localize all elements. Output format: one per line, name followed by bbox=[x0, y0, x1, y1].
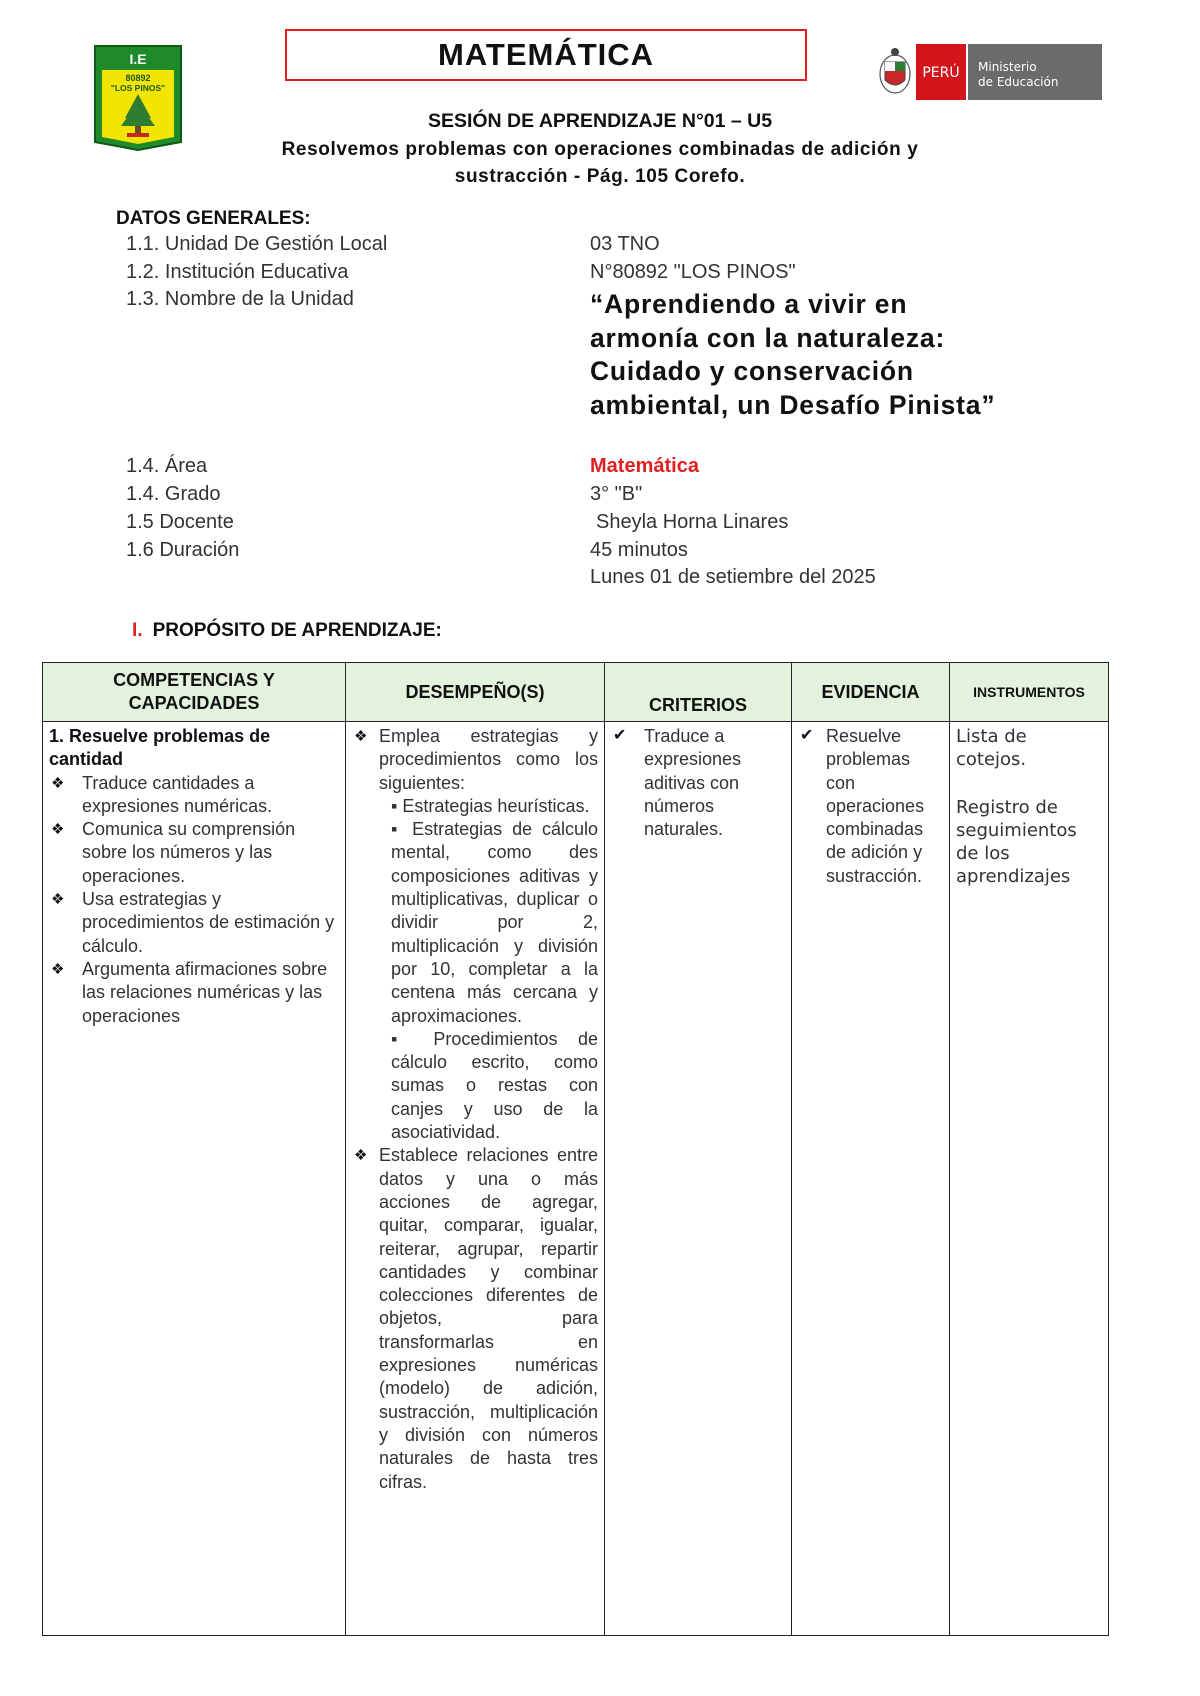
list-item: ❖ Comunica su comprensión sobre los números y las operaciones. bbox=[49, 818, 339, 888]
desempeno-subitem: ▪ Estrategias heurísticas. bbox=[391, 795, 590, 816]
coat-of-arms-icon bbox=[880, 48, 910, 93]
col-header-instrumentos: INSTRUMENTOS bbox=[950, 663, 1109, 722]
desempeno-subitem: ▪ Procedimientos de cálculo escrito, como sumas o restas con canjes y uso de la asociatividad. bbox=[391, 1028, 598, 1143]
peru-label: PERÚ bbox=[922, 65, 960, 81]
dg-label-unidad: 1.3. Nombre de la Unidad bbox=[126, 288, 354, 310]
school-logo-name: "LOS PINOS" bbox=[110, 83, 166, 93]
purpose-table bbox=[42, 662, 1109, 1636]
purpose-number: I. bbox=[132, 620, 143, 641]
instrumento-1: Lista de cotejos. bbox=[956, 726, 1027, 771]
dg-label-area: 1.4. Área bbox=[126, 455, 208, 477]
cell-evidencia bbox=[792, 722, 950, 1636]
session-topic-line-1: Resolvemos problemas con operaciones combinadas de adición y bbox=[281, 139, 919, 160]
instrumento-2: Registro de seguimientos de los aprendizajes bbox=[956, 796, 1077, 888]
dg-label-duracion: 1.6 Duración bbox=[126, 539, 240, 561]
competencia-title: 1. Resuelve problemas de cantidad bbox=[49, 726, 271, 770]
desempeno-1-text: ❖ Emplea estrategias y procedimientos como los siguientes: bbox=[379, 726, 598, 793]
subject-title: MATEMÁTICA bbox=[285, 29, 807, 81]
criterios-list bbox=[611, 725, 785, 841]
desempeno-subitem: ▪ Estrategias de cálculo mental, como des composiciones aditivas y multiplicativas, duplicar o dividir por 2, multiplicación y división por 10, completar a la centena más cercana y aproximaciones. bbox=[391, 819, 598, 1026]
list-item bbox=[352, 1144, 598, 1493]
list-item: ❖ Traduce cantidades a expresiones numéricas. bbox=[49, 772, 339, 819]
table-row bbox=[43, 722, 1109, 1636]
dg-label-docente: 1.5 Docente bbox=[126, 511, 234, 533]
capacidades-list bbox=[49, 772, 339, 1028]
dg-value-ugel: 03 TNO bbox=[590, 233, 660, 255]
session-topic bbox=[180, 136, 1020, 190]
list-item bbox=[352, 725, 598, 1144]
ministry-logo bbox=[872, 42, 1102, 102]
dg-value-institucion: N°80892 "LOS PINOS" bbox=[590, 261, 796, 283]
dg-value-duracion: 45 minutos bbox=[590, 539, 688, 561]
dg-value-grado: 3° "B" bbox=[590, 483, 643, 505]
cell-competencias bbox=[43, 722, 346, 1636]
col-header-competencias: COMPETENCIAS Y CAPACIDADES bbox=[43, 663, 346, 722]
cell-instrumentos bbox=[950, 722, 1109, 1636]
dg-value-fecha: Lunes 01 de setiembre del 2025 bbox=[590, 566, 876, 588]
evidencia-list bbox=[798, 725, 943, 888]
col-header-evidencia: EVIDENCIA bbox=[792, 663, 950, 722]
ministry-label-2: de Educación bbox=[978, 75, 1059, 89]
dg-label-ugel: 1.1. Unidad De Gestión Local bbox=[126, 233, 388, 255]
ministry-label-1: Ministerio bbox=[978, 60, 1037, 74]
col-header-desempenos: DESEMPEÑO(S) bbox=[346, 663, 605, 722]
purpose-heading-text: PROPÓSITO DE APRENDIZAJE: bbox=[152, 620, 442, 641]
unit-name: “Aprendiendo a vivir en armonía con la naturaleza: Cuidado y conservación ambiental, un Desafío Pinista” bbox=[590, 289, 996, 420]
session-title: SESIÓN DE APRENDIZAJE N°01 – U5 bbox=[427, 110, 773, 132]
dg-label-institucion: 1.2. Institución Educativa bbox=[126, 261, 349, 283]
desempenos-list bbox=[352, 725, 598, 1494]
desempeno-2-text: ❖ Establece relaciones entre datos y una o más acciones de agregar, quitar, comparar, igualar, reiterar, agrupar, repartir cantidades y combinar colecciones diferentes de objetos, para transformarlas en expresiones numéricas (modelo) de adición, sustracción, multiplicación y división con números naturales de hasta tres cifras. bbox=[379, 1145, 598, 1492]
col-header-criterios: CRITERIOS bbox=[605, 663, 792, 722]
school-logo-ie: I.E bbox=[129, 51, 147, 67]
dg-value-docente: Sheyla Horna Linares bbox=[596, 511, 789, 533]
datos-generales-heading: DATOS GENERALES: bbox=[116, 208, 311, 229]
school-logo bbox=[93, 44, 183, 151]
dg-value-area: Matemática bbox=[590, 455, 699, 477]
list-item: ❖ Argumenta afirmaciones sobre las relaciones numéricas y las operaciones bbox=[49, 958, 339, 1028]
list-item: ✔ Resuelve problemas con operaciones combinadas de adición y sustracción. bbox=[798, 725, 943, 888]
session-topic-line-2: sustracción - Pág. 105 Corefo. bbox=[454, 166, 746, 187]
list-item: ✔ Traduce a expresiones aditivas con números naturales. bbox=[611, 725, 785, 841]
table-header-row bbox=[43, 663, 1109, 722]
cell-criterios bbox=[605, 722, 792, 1636]
school-logo-number: 80892 bbox=[125, 73, 151, 83]
list-item: ❖ Usa estrategias y procedimientos de estimación y cálculo. bbox=[49, 888, 339, 958]
purpose-heading bbox=[132, 620, 442, 642]
dg-label-grado: 1.4. Grado bbox=[126, 483, 221, 505]
cell-desempenos bbox=[346, 722, 605, 1636]
